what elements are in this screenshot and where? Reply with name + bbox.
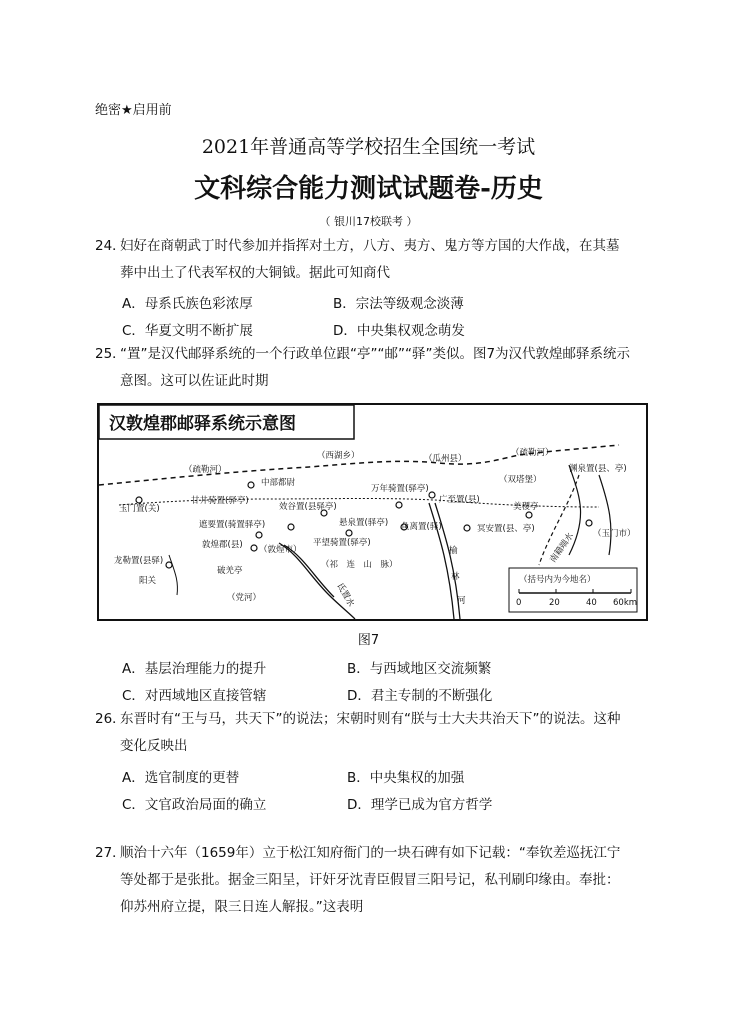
option-a: A．基层治理能力的提升 — [122, 661, 267, 677]
place-label: 遮要置(骑置驿亭) — [199, 520, 266, 530]
option-b: B．宗法等级观念淡薄 — [333, 296, 464, 312]
place-label: （西湖乡） — [317, 451, 360, 461]
question-stem: “置”是汉代邮驿系统的一个行政单位跟“亭”“邮”“驿”类似。图7为汉代敦煌邮驿系统示 — [120, 346, 631, 362]
place-label: 敦煌郡(县) — [202, 540, 243, 550]
question-stem: 妇好在商朝武丁时代参加并指挥对土方，八方、夷方、鬼方等方国的大作战，在其墓 — [120, 238, 620, 254]
option-c: C．文官政治局面的确立 — [122, 797, 267, 813]
map-svg — [99, 405, 646, 619]
question-stem: 葬中出土了代表军权的大铜钺。据此可知商代 — [120, 265, 390, 281]
place-label: 南籍端水 — [548, 531, 576, 565]
question-26 — [95, 706, 621, 760]
question-number: 25． — [95, 346, 126, 362]
question-stem: 意图。这可以佐证此时期 — [120, 373, 269, 389]
legend-note: （括号内为今地名） — [519, 575, 596, 585]
place-label: （敦煌市） — [259, 545, 302, 555]
place-label: 美稷亭 — [513, 502, 539, 512]
place-label: 鱼离置(驿) — [401, 522, 442, 532]
question-27 — [95, 840, 621, 921]
scale-tick: 0 — [516, 598, 522, 608]
option-b: B．与西域地区交流频繁 — [347, 661, 492, 677]
question-stem: 变化反映出 — [120, 738, 188, 754]
question-number: 26． — [95, 711, 126, 727]
question-24 — [95, 233, 620, 287]
option-a: A．母系氏族色彩浓厚 — [122, 296, 253, 312]
place-label: （瓜州县） — [424, 454, 467, 464]
question-25 — [95, 341, 631, 395]
question-number: 27． — [95, 845, 126, 861]
place-label: （祁 连 山 脉） — [321, 560, 398, 570]
question-stem: 顺治十六年（1659年）立于松江知府衙门的一块石碑有如下记载：“奉钦差巡抚江宁 — [120, 845, 621, 861]
dunhuang-postal-map — [97, 403, 648, 621]
question-stem: 仰苏州府立提，限三日连人解报。”这表明 — [120, 899, 364, 915]
place-label: 效谷置(县驿亭) — [279, 502, 337, 512]
question-stem: 东晋时有“王与马，共天下”的说法；宋朝时则有“朕与士大夫共治天下”的说法。这种 — [120, 711, 621, 727]
place-label: 悬泉置(驿亭) — [339, 518, 389, 528]
exam-title: 2021年普通高等学校招生全国统一考试 — [201, 136, 536, 158]
place-label: 中部都尉 — [261, 478, 296, 488]
scale-tick: 20 — [549, 598, 560, 608]
place-label: 广至置(县) — [439, 495, 480, 505]
option-a: A．选官制度的更替 — [122, 770, 240, 786]
place-label: 龙勒置(县驿) — [114, 556, 164, 566]
place-label: （双塔堡） — [499, 475, 542, 485]
place-label: （疏勒河） — [184, 465, 227, 475]
place-label: （党河） — [227, 593, 262, 603]
place-label: 冥安置(县、亭) — [477, 524, 535, 534]
place-label: 平望骑置(驿亭) — [313, 538, 371, 548]
confidential-mark: 绝密★启用前 — [95, 103, 172, 118]
question-number: 24． — [95, 238, 126, 254]
place-label: 破羌亭 — [217, 566, 243, 576]
option-d: D．君主专制的不断强化 — [347, 688, 493, 704]
place-label: 玉门置(关) — [119, 504, 160, 514]
place-label: 甘井骑置(驿亭) — [191, 496, 249, 506]
place-label: 渊泉置(县、亭) — [569, 464, 627, 474]
scale-tick: 60km — [613, 598, 638, 608]
option-c: C．华夏文明不断扩展 — [122, 323, 253, 339]
place-label: 林 — [451, 572, 460, 582]
figure-caption: 图7 — [357, 633, 380, 648]
option-b: B．中央集权的加强 — [347, 770, 465, 786]
question-stem: 等处都于是张批。据金三阳呈，讦奸牙沈青臣假冒三阳号记，私刊刷印缘由。奉批： — [120, 872, 620, 888]
place-label: 阳关 — [139, 576, 157, 586]
scale-tick: 40 — [586, 598, 597, 608]
paper-title: 文科综合能力测试试题卷-历史 — [194, 174, 543, 204]
option-d: D．理学已成为官方哲学 — [347, 797, 493, 813]
option-d: D．中央集权观念萌发 — [333, 323, 465, 339]
place-label: 榆 — [449, 546, 458, 556]
place-label: 河 — [457, 596, 466, 606]
map-title: 汉敦煌郡邮驿系统示意图 — [109, 414, 296, 434]
place-label: 氐置水 — [334, 581, 356, 609]
place-label: 万年骑置(驿亭) — [371, 484, 429, 494]
place-label: （玉门市） — [593, 529, 636, 539]
paper-subtitle: （ 银川17校联考 ） — [319, 215, 418, 228]
place-label: （疏勒河） — [511, 448, 554, 458]
option-c: C．对西域地区直接管辖 — [122, 688, 267, 704]
